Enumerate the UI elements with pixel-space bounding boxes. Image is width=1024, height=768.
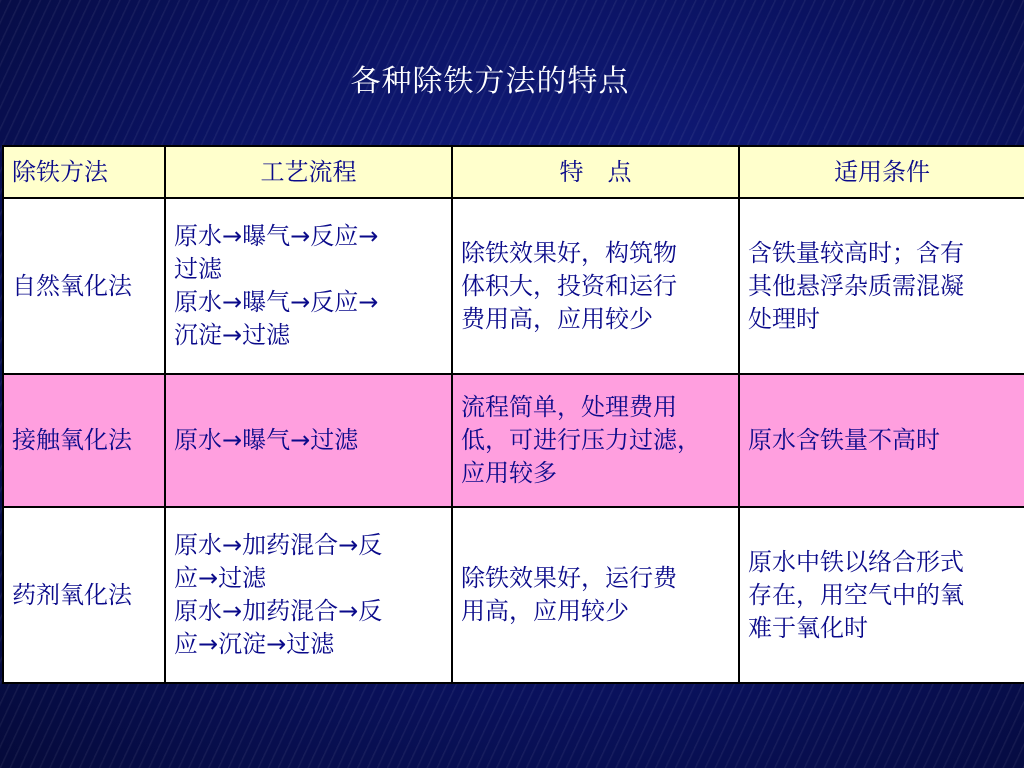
conditions-line: 处理时 — [748, 304, 820, 333]
header-method: 除铁方法 — [3, 146, 165, 198]
features-line: 应用较多 — [461, 459, 557, 487]
header-process: 工艺流程 — [165, 146, 452, 198]
conditions-line: 原水含铁量不高时 — [748, 426, 940, 454]
conditions-line: 难于氧化时 — [748, 613, 868, 642]
table-row — [3, 507, 1024, 683]
process-line: 原水→曝气→反应→ — [174, 288, 379, 316]
features-line: 除铁效果好，运行费 — [461, 564, 677, 592]
features-cell — [452, 198, 739, 374]
process-line: 应→过滤 — [174, 564, 267, 592]
conditions-line: 存在，用空气中的氧 — [748, 580, 964, 609]
conditions-cell — [739, 507, 1024, 683]
features-cell — [452, 374, 739, 507]
method-cell: 药剂氧化法 — [3, 507, 165, 683]
features-line: 体积大，投资和运行 — [461, 271, 677, 300]
process-line: 沉淀→过滤 — [174, 321, 291, 349]
features-line: 除铁效果好，构筑物 — [461, 238, 677, 267]
method-cell: 自然氧化法 — [3, 198, 165, 374]
conditions-line: 含铁量较高时；含有 — [748, 238, 964, 267]
conditions-cell — [739, 374, 1024, 507]
process-line: 原水→加药混合→反 — [174, 531, 383, 559]
features-line: 费用高，应用较少 — [461, 304, 653, 333]
process-line: 原水→曝气→反应→ — [174, 222, 379, 250]
process-cell — [165, 198, 452, 374]
table-row — [3, 374, 1024, 507]
process-line: 过滤 — [174, 255, 222, 283]
header-conditions: 适用条件 — [739, 146, 1024, 198]
table-header-row — [3, 146, 1024, 198]
process-line: 原水→加药混合→反 — [174, 597, 383, 625]
table-row — [3, 198, 1024, 374]
process-line: 原水→曝气→过滤 — [174, 426, 359, 454]
process-cell — [165, 507, 452, 683]
conditions-line: 其他悬浮杂质需混凝 — [748, 271, 964, 300]
process-cell — [165, 374, 452, 507]
process-line: 应→沉淀→过滤 — [174, 630, 335, 658]
features-line: 流程简单，处理费用 — [461, 393, 677, 421]
slide-title: 各种除铁方法的特点 — [350, 64, 630, 99]
features-cell — [452, 507, 739, 683]
conditions-line: 原水中铁以络合形式 — [748, 547, 964, 576]
conditions-cell — [739, 198, 1024, 374]
header-features: 特 点 — [452, 146, 739, 198]
features-line: 用高，应用较少 — [461, 597, 629, 625]
features-line: 低，可进行压力过滤， — [461, 426, 701, 454]
iron-removal-table — [2, 145, 1024, 684]
method-cell: 接触氧化法 — [3, 374, 165, 507]
